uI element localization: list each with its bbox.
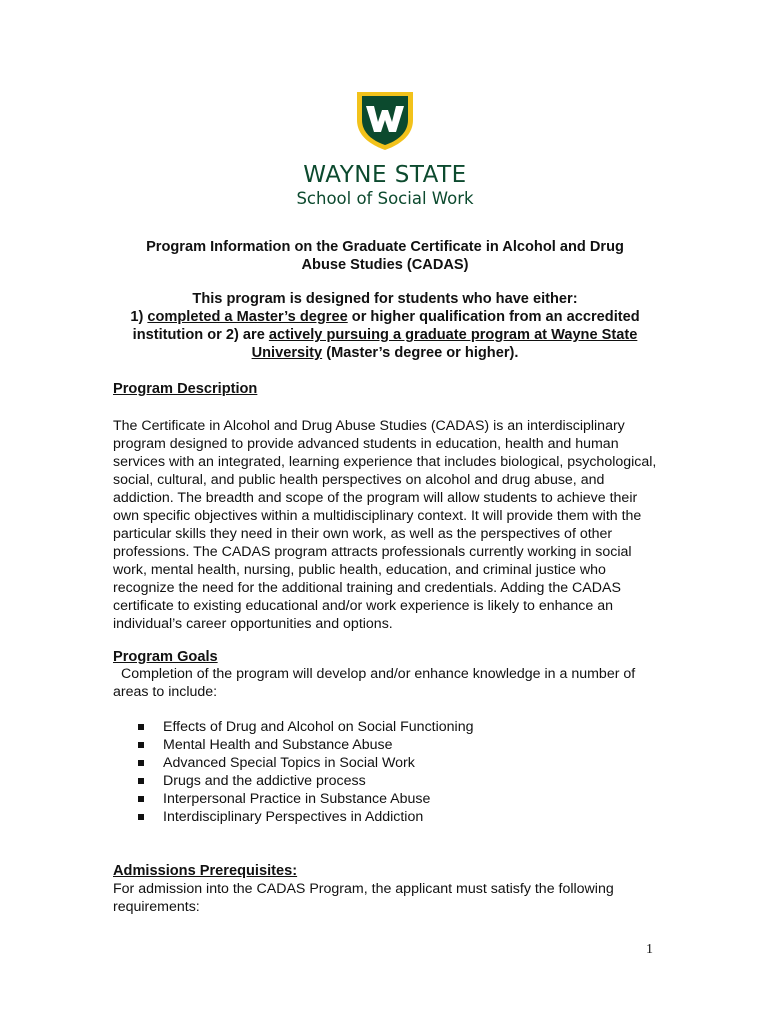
square-bullet-icon xyxy=(138,778,144,784)
list-item xyxy=(138,736,473,754)
square-bullet-icon xyxy=(138,742,144,748)
criteria-prefix: 1) xyxy=(130,309,148,325)
list-item-text: Mental Health and Substance Abuse xyxy=(163,737,393,753)
eligibility-statement xyxy=(110,290,660,362)
document-title xyxy=(110,238,660,274)
goals-intro-text: Completion of the program will develop and/or enhance knowledge in a number of areas to include: xyxy=(113,666,636,700)
page-number: 1 xyxy=(646,942,653,957)
criteria-text-1: or higher qualification from an accredited institution or 2) are xyxy=(132,309,640,343)
list-item xyxy=(138,808,473,826)
square-bullet-icon xyxy=(138,796,144,802)
eligibility-criteria xyxy=(110,308,660,362)
admissions-text: For admission into the CADAS Program, the applicant must satisfy the following requirements: xyxy=(113,881,614,915)
list-item-text: Drugs and the addictive process xyxy=(163,773,366,789)
program-description-heading: Program Description xyxy=(113,381,258,397)
institution-name: WAYNE STATE xyxy=(303,162,467,188)
wayne-state-shield-icon xyxy=(353,86,417,152)
criteria-actively-pursuing: actively pursuing a graduate program at Wayne State University xyxy=(251,327,638,361)
criteria-text-2: (Master’s degree or higher). xyxy=(322,345,519,361)
list-item xyxy=(138,790,473,808)
program-goals-heading: Program Goals xyxy=(113,649,218,665)
eligibility-intro: This program is designed for students who have either: xyxy=(192,291,578,307)
list-item-text: Interdisciplinary Perspectives in Addiction xyxy=(163,809,424,825)
school-name: School of Social Work xyxy=(296,189,474,208)
program-goals-intro xyxy=(113,665,661,701)
list-item xyxy=(138,754,473,772)
program-goals-list xyxy=(138,718,473,826)
square-bullet-icon xyxy=(138,724,144,730)
list-item-text: Interpersonal Practice in Substance Abuse xyxy=(163,791,431,807)
title-line-1: Program Information on the Graduate Certificate in Alcohol and Drug xyxy=(146,239,624,255)
list-item xyxy=(138,772,473,790)
header-logo xyxy=(0,86,770,210)
criteria-masters-completed: completed a Master’s degree xyxy=(147,309,348,325)
program-description-text: The Certificate in Alcohol and Drug Abuse Studies (CADAS) is an interdisciplinary program designed to provide advanced students in education, health and human services with an integrated, learning experience that includes biological, psychological, social, cultural, and public health perspectives on alcohol and drug abuse, and addiction. The breadth and scope of the program will allow students to achieve their own specific objectives within a multidisciplinary context. It will provide them with the particular skills they need in their own work, as well as the perspectives of other professions. The CADAS program attracts professionals currently working in social work, mental health, nursing, public health, education, and criminal justice who recognize the need for the additional training and credentials. Adding the CADAS certificate to existing educational and/or work experience is likely to enhance an individual’s career opportunities and options. xyxy=(113,418,657,632)
list-item-text: Effects of Drug and Alcohol on Social Functioning xyxy=(163,719,474,735)
title-line-2: Abuse Studies (CADAS) xyxy=(301,257,469,273)
admissions-heading: Admissions Prerequisites: xyxy=(113,863,298,879)
list-item xyxy=(138,718,473,736)
list-item-text: Advanced Special Topics in Social Work xyxy=(163,755,415,771)
square-bullet-icon xyxy=(138,814,144,820)
square-bullet-icon xyxy=(138,760,144,766)
